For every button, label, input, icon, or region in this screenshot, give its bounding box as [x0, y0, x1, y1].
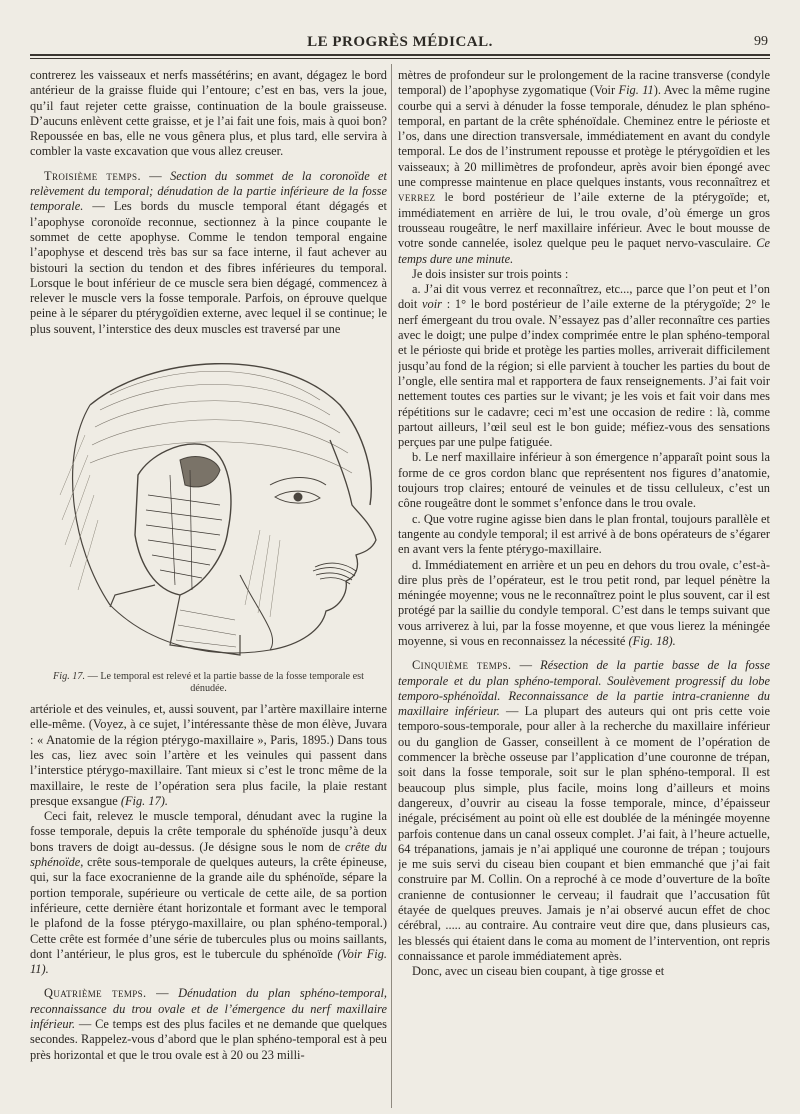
figure-illustration [30, 345, 387, 665]
paragraph [398, 68, 770, 267]
paragraph-text: : 1° le bord postérieur de l’aile externe de la ptérygoïde; 2° le nerf émergeant du trou ovale. N’essayez pas d’aller reconnaître ces parties avec le doigt; une pulpe d’index comprimée entre le plan sphéno-temporal et le périoste qui bride et protège les parties molles, arriverait difficilement jusqu’au fond de la région; si elle parvient à toucher les parties du bout de l’ongle, elle sentira mal et rapportera de faux renseignements. J’ai fait voir nettement toutes ces parties sur le vivant; je les vois et fait voir dans mes répétitions sur le cadavre; ceci m’est une occasion de redire : là, comme partout ailleurs, l’œil seul est le bon guide; méfiez-vous des sensations perçues par une pulpe fatiguée. [398, 297, 770, 450]
emphasis: Ce temps dure une minute. [398, 236, 770, 266]
figure-label: Fig. 17. [53, 671, 86, 683]
paragraph [398, 558, 770, 650]
section-paragraph: Quatrième temps. — Dénudation du plan sphéno-temporal, reconnaissance du trou ovale et de l’émergence du nerf maxillaire inférieur. — Ce temps est des plus faciles et ne demande que quelques secondes. Rappelez-vous d’abord que le plan sphéno-temporal est à peu près horizontal et que le trou ovale est à 20 ou 23 milli- [30, 986, 387, 1062]
surgical-head-engraving [30, 345, 387, 665]
paragraph-text: d. Immédiatement en arrière et un peu en dehors du trou ovale, c’est-à-dire plus près de l’opérateur, est le trou petit rond, par lequel pénètre la méningée moyenne; vous ne le reconnaîtrez point le plus souvent, car il est protégé par la saillie du condyle temporal. C’est dans le temps suivant que vous arriverez à lui, par la fosse moyenne, et que vous lierez la méningée moyenne, si vous en reconnaissez la nécessité [398, 557, 770, 648]
figure-reference: (Fig. 18). [628, 633, 676, 648]
paragraph-text: Ceci fait, relevez le muscle temporal, dénudant avec la rugine la fosse temporale, depuis la crête temporale du sphénoïde jusqu’à deux bons travers de doigt au-dessus. (Je désigne sous le nom de [30, 809, 387, 854]
section-label: Troisième temps. [44, 168, 141, 183]
figure-reference: Fig. 11 [618, 83, 654, 98]
section-title: Section du sommet de la coronoïde et relèvement du temporal; dénudation de la partie inférieure de la fosse temporale. [30, 168, 387, 214]
header-rule [30, 54, 770, 56]
section-title: Résection de la partie basse de la fosse temporale et du plan sphéno-temporal. Soulèvement progressif du lobe temporo-sphénoïdal. Reconnaissance de la partie intra-cranienne du maxillaire inférieur. [398, 658, 770, 719]
section-text: Ce temps est des plus faciles et ne demande que quelques secondes. Rappelez-vous d’abord que le plan sphéno-temporal est à peu près horizontal et que le trou ovale est à 20 ou 23 milli- [30, 1016, 387, 1062]
section-paragraph: Cinquième temps. — Résection de la partie basse de la fosse temporale et du plan sphéno-temporal. Soulèvement progressif du lobe temporo-sphénoïdal. Reconnaissance de la partie intra-cranienne du maxillaire inférieur. — La plupart des auteurs qui ont pris cette voie temporo-sous-temporale, pour aller à la recherche du maxillaire inférieur ou du ganglion de Gasser, conseillent à ce moment de l’opération de commencer la brèche osseuse par l’application d’une couronne de trépan, soit dans la fosse temporale, soit sur le plan sphéno-temporal. Il est beaucoup plus simple, plus facile, moins long d’ailleurs et moins dangereux, d’ouvrir au ciseau la fosse temporale, mince, d’épaisseur inégale, précisément au point où elle est doublée de la méningée moyenne parfois contenue dans un canal osseux complet. J’ai fait, à l’heure actuelle, 64 trépanations, jamais je n’ai appliqué une couronne de trépan ; toujours je me suis servi du ciseau bien coupant et bien emmanché que j’ai fait construire par M. Collin. On a reproché à ce mode d’ouverture de la boîte cranienne de contusionner le cerveau; il faudrait que l’accusation fût étayée de quelques preuves. Jamais je n’ai observé aucun effet de choc cérébral, ..... au contraire. Au contraire veut dire que, dans plusieurs cas, les blessés qui étaient dans le coma au moment de l’intervention, ont repris connaissance et parole immédiatement après. [398, 658, 770, 963]
section-text: Les bords du muscle temporal étant dégagés et l’apophyse coronoïde reconnue, sectionnez à la pince coupante le sommet de cette apophyse. Comme le tendon temporal engaine l’apophyse et descend très bas sur sa face interne, il faut achever au bistouri la section du tendon et des fibres inférieures du temporal. Lorsque le bout inférieur de ce muscle sera bien dégagé, commencez à relever le muscle vers la fosse temporale. Parfois, on éprouve quelque peine à le séparer du ptérygoïdien externe, avec lequel il se continue; le plus souvent, l’interstice des deux muscles est traversé par une [30, 199, 387, 336]
paragraph [398, 282, 770, 450]
paragraph: c. Que votre rugine agisse bien dans le plan frontal, toujours parallèle et tangente au condyle temporal; il est arrivé à de bons opérateurs de s’égarer en avant vers la fente ptérygo-maxillaire. [398, 511, 770, 557]
section-title: Dénudation du plan sphéno-temporal, reconnaissance du trou ovale et de l’émergence du nerf maxillaire inférieur. [30, 986, 387, 1031]
figure-reference: (Fig. 17). [120, 793, 168, 808]
paragraph-text: mètres de profondeur sur le prolongement de la racine transverse (condyle temporal) de l’apophyse zygomatique (Voir [398, 68, 770, 98]
section-label: Quatrième temps. [44, 986, 147, 1001]
section-label: Cinquième temps. [412, 658, 512, 673]
page-header [30, 30, 770, 58]
figure-caption-text: Le temporal est relevé et la partie basse de la fosse temporale est dénudée. [100, 671, 364, 695]
page-number: 99 [754, 34, 768, 49]
section-text: La plupart des auteurs qui ont pris cette voie temporo-sous-temporale, pour aller à la recherche du maxillaire inférieur ou du ganglion de Gasser, conseillent à ce moment de l’opération de commencer la brèche osseuse par l’application d’une couronne de trépan, soit dans la fosse temporale, soit sur le plan sphéno-temporal. Il est beaucoup plus simple, plus facile, moins long d’ailleurs et moins dangereux, d’ouvrir au ciseau la fosse temporale, mince, d’épaisseur inégale, précisément au point où elle est doublée de la méningée moyenne parfois contenue dans un canal osseux complet. J’ai fait, à l’heure actuelle, 64 trépanations, jamais je n’ai appliqué une couronne de trépan ; toujours je me suis servi du ciseau bien coupant et bien emmanché que j’ai fait construire par M. Collin. On a reproché à ce mode d’ouverture de la boîte cranienne de contusionner le cerveau; il faudrait que l’accusation fût étayée de quelques preuves. Jamais je n’ai observé aucun effet de choc cérébral, ..... au contraire. Au contraire veut dire que, dans plusieurs cas, les blessés qui étaient dans le coma au moment de l’intervention, ont repris connaissance et parole immédiatement après. [398, 704, 770, 963]
paragraph-text: a. J’ai dit vous verrez et reconnaîtrez, etc..., parce que l’on peut et l’on doit [398, 282, 770, 312]
paragraph: Donc, avec un ciseau bien coupant, à tige grosse et [412, 964, 665, 979]
column-divider [391, 64, 392, 1108]
header-rule-thin [30, 58, 770, 59]
paragraph [30, 702, 387, 809]
paragraph [30, 809, 387, 977]
emphasis: voir [422, 297, 442, 312]
term: crête du sphénoïde [30, 839, 387, 870]
section-paragraph: Troisième temps. — Section du sommet de la coronoïde et relèvement du temporal; dénudation de la partie inférieure de la fosse temporale. — Les bords du muscle temporal étant dégagés et l’apophyse coronoïde reconnue, sectionnez à la pince coupante le sommet de cette apophyse. Comme le tendon temporal engaine l’apophyse et descend très bas sur sa face interne, il faut achever au bistouri la section du tendon et des fibres inférieures du temporal. Lorsque le bout inférieur de ce muscle sera bien dégagé, commencez à relever le muscle vers la fosse temporale. Parfois, on éprouve quelque peine à le séparer du ptérygoïdien externe, avec lequel il se continue; le plus souvent, l’interstice des deux muscles est traversé par une [30, 168, 387, 336]
figure-reference: (Voir Fig. 11). [30, 946, 387, 977]
paragraph: contrerez les vaisseaux et nerfs massétérins; en avant, dégagez le bord antérieur de la graisse fluide qui l’entoure; c’est en bas, vers la joue, qu’il faut rejeter cette graisse, continuation de la boule graisseuse. D’aucuns enlèvent cette graisse, et je l’ai fait une fois, mais à quoi bon? Repoussée en bas, elle ne vous gênera plus, et plus tard, elle servira à combler la vaste excavation que vous allez creuser. [30, 68, 387, 159]
emphasis: verrez [398, 190, 436, 205]
right-column [398, 68, 770, 1108]
left-column [30, 68, 387, 1108]
paragraph-text: ). Avec la même rugine courbe qui a servi à dénuder la fosse temporale, dénudez le plan sphéno-temporal, en partant de la crête sphénoïdale. Cheminez entre le périoste et l’os, dans une direction transversale, immédiatement en avant du condyle temporal. Le dos de l’instrument repousse et protège le ptérygoïdien et les vaisseaux; à 20 millimètres de profondeur, après avoir bien épongé avec une compresse maintenue en place quelques instants, vous reconnaîtrez et [398, 83, 770, 190]
paragraph-text: artériole et des veinules, et, aussi souvent, par l’artère maxillaire interne elle-même. (Voyez, à ce sujet, l’intéressante thèse de mon élève, Juvara : « Anatomie de la région ptérygo-maxillaire », Paris, 1895.) Dans tous les cas, liez avec soin l’artère et les veinules qui passent dans l’interstice ptérygo-maxillaire. Tant mieux si c’est le tronc même de la maxillaire, le reste de l’opération sera plus facile, la plaie restant presque exsangue [30, 702, 387, 808]
running-title: LE PROGRÈS MÉDICAL. [307, 34, 493, 50]
paragraph: b. Le nerf maxillaire inférieur à son émergence n’apparaît point sous la forme de ce gros cordon blanc que représentent nos figures d’anatomie, toujours trop claires; entouré de veinules et de tissu celluleux, c’est un cône rougeâtre dont le sommet s’enfonce dans le trou ovale. [398, 450, 770, 511]
figure-caption: Fig. 17. — Le temporal est relevé et la partie basse de la fosse temporale est dénudée. [53, 671, 364, 695]
paragraph: Je dois insister sur trois points : [412, 266, 569, 281]
paragraph-text: , crête sous-temporale de quelques auteurs, la crête épineuse, qui, sur la face exocranienne de la grande aile du sphénoïde, sépare la portion temporale, supérieure ou verticale de cette aile, de sa portion inférieure, cette dernière étant horizontale et formant avec le temporal le plafond de la fosse ptérygo-maxillaire, ou plan sphéno-temporal.) Cette crête est formée d’une série de tubercules plus ou moins saillants, dont l’antérieur, le plus gros, est le tubercule du sphénoïde [30, 855, 387, 961]
paragraph-text: le bord postérieur de l’aile externe de la ptérygoïde; et, immédiatement en arrière de lui, le trou ovale, d’où émerge un gros trousseau rougeâtre, le nerf maxillaire inférieur. Avec le bout mousse de votre sonde cannelée, isolez quelque peu le paquet nervo-vasculaire. [398, 190, 770, 251]
